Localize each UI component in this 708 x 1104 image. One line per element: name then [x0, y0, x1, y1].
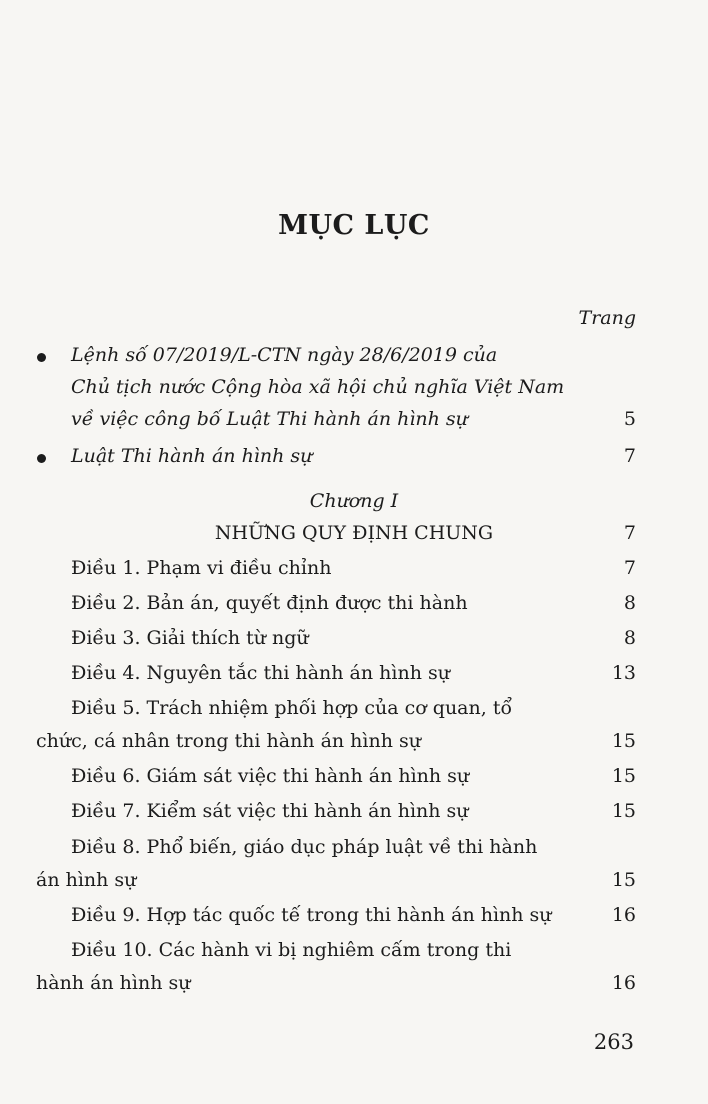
- toc-entry-page: 15: [611, 730, 636, 752]
- toc-entry-text: Điều 1. Phạm vi điều chỉnh: [71, 557, 332, 579]
- toc-entry-text: Điều 3. Giải thích từ ngữ: [71, 627, 309, 649]
- chapter-label: Chương I: [309, 490, 399, 512]
- toc-article-3: [0, 627, 708, 657]
- toc-article-4: [0, 662, 708, 692]
- page-title: MỤC LỤC: [278, 210, 430, 241]
- toc-entry-text: hành án hình sự: [36, 972, 191, 994]
- toc-article-1: [0, 557, 708, 587]
- toc-entry-page: 15: [611, 869, 636, 891]
- toc-article-5-line-1: [0, 697, 708, 727]
- toc-entry-page: 16: [611, 904, 636, 926]
- toc-article-9: [0, 904, 708, 934]
- toc-entry-text: án hình sự: [36, 869, 137, 891]
- toc-entry-bullet-1-line-3: [0, 408, 708, 438]
- toc-entry-bullet-2: [0, 445, 708, 475]
- toc-entry-bullet-1-line-1: [0, 344, 708, 374]
- toc-entry-text: Điều 7. Kiểm sát việc thi hành án hình sự: [71, 800, 469, 822]
- toc-entry-page: 7: [623, 557, 636, 579]
- toc-entry-page: 8: [623, 627, 636, 649]
- toc-entry-text: về việc công bố Luật Thi hành án hình sự: [71, 408, 468, 430]
- bullet-dot-icon: [37, 454, 46, 463]
- toc-entry-text: Điều 9. Hợp tác quốc tế trong thi hành án hình sự: [71, 904, 552, 926]
- toc-entry-page: 7: [623, 522, 636, 544]
- toc-entry-bullet-1-line-2: [0, 376, 708, 406]
- chapter-label-line: [0, 490, 708, 520]
- toc-entry-text: Điều 2. Bản án, quyết định được thi hành: [71, 592, 468, 614]
- toc-entry-page: 5: [623, 408, 636, 430]
- toc-entry-text: Điều 6. Giám sát việc thi hành án hình sự: [71, 765, 470, 787]
- chapter-heading-line: [0, 522, 708, 552]
- toc-article-5-line-2: [0, 730, 708, 760]
- toc-entry-text: Chủ tịch nước Cộng hòa xã hội chủ nghĩa Việt Nam: [71, 376, 565, 398]
- toc-entry-text: Lệnh số 07/2019/L-CTN ngày 28/6/2019 của: [71, 344, 498, 366]
- toc-entry-page: 13: [611, 662, 636, 684]
- toc-entry-text: Luật Thi hành án hình sự: [71, 445, 313, 467]
- toc-entry-text: Điều 8. Phổ biến, giáo dục pháp luật về thi hành: [71, 836, 538, 858]
- page-column-header: Trang: [578, 307, 636, 329]
- toc-entry-page: 16: [611, 972, 636, 994]
- toc-entry-text: chức, cá nhân trong thi hành án hình sự: [36, 730, 422, 752]
- toc-entry-page: 15: [611, 765, 636, 787]
- toc-article-6: [0, 765, 708, 795]
- toc-article-2: [0, 592, 708, 622]
- toc-article-8-line-1: [0, 836, 708, 866]
- toc-entry-page: 7: [623, 445, 636, 467]
- toc-entry-text: Điều 4. Nguyên tắc thi hành án hình sự: [71, 662, 450, 684]
- toc-article-10-line-2: [0, 972, 708, 1002]
- toc-entry-text: Điều 5. Trách nhiệm phối hợp của cơ quan, tổ: [71, 697, 513, 719]
- toc-article-10-line-1: [0, 939, 708, 969]
- toc-article-8-line-2: [0, 869, 708, 899]
- toc-article-7: [0, 800, 708, 830]
- page-number: 263: [593, 1030, 634, 1054]
- chapter-heading: NHỮNG QUY ĐỊNH CHUNG: [214, 522, 494, 544]
- toc-entry-page: 15: [611, 800, 636, 822]
- toc-entry-page: 8: [623, 592, 636, 614]
- bullet-dot-icon: [37, 353, 46, 362]
- toc-entry-text: Điều 10. Các hành vi bị nghiêm cấm trong thi: [71, 939, 512, 961]
